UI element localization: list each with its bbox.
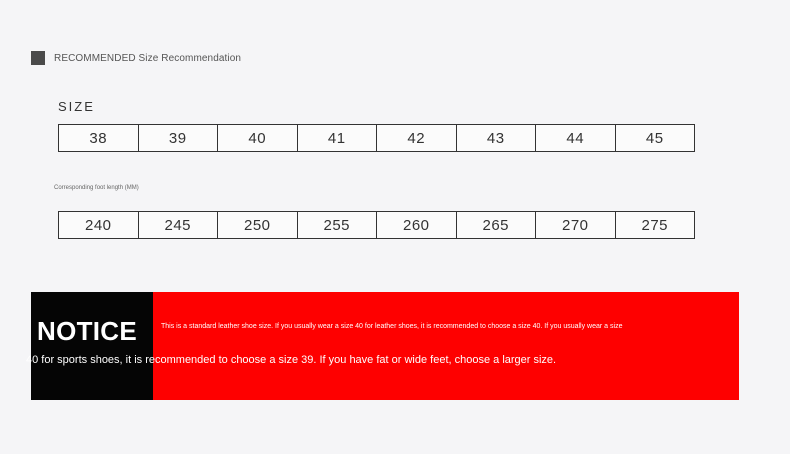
size-label: SIZE [58, 99, 95, 114]
size-cell: 44 [536, 125, 616, 151]
size-cell: 42 [377, 125, 457, 151]
notice-title: NOTICE [37, 316, 138, 346]
size-cell: 39 [139, 125, 219, 151]
size-cell: 45 [645, 129, 664, 147]
foot-length-cell: 250 [218, 212, 298, 238]
foot-length-cell: 265 [457, 212, 537, 238]
foot-length-cell: 260 [377, 212, 457, 238]
size-cell: 40 [218, 125, 298, 151]
section-header [31, 51, 241, 65]
foot-length-label: Corresponding foot length (MM) [54, 185, 139, 191]
foot-length-table-row [58, 211, 695, 239]
size-table-row [58, 124, 695, 152]
foot-length-cell: 240 [59, 212, 139, 238]
size-cell: 38 [59, 125, 139, 151]
foot-length-cell: 275 [641, 216, 669, 234]
section-title: RECOMMENDED Size Recommendation [54, 52, 242, 64]
size-cell: 41 [298, 125, 378, 151]
notice-banner [26, 292, 739, 400]
foot-length-cell: 255 [298, 212, 378, 238]
header-square-icon [31, 51, 45, 65]
foot-length-cell: 245 [139, 212, 219, 238]
size-cell: 43 [457, 125, 537, 151]
foot-length-cell: 270 [536, 212, 616, 238]
notice-text-line1: This is a standard leather shoe size. If you usually wear a size 40 for leather shoes, it is recommended to choose a size 40. If you usually wear a size [161, 323, 623, 330]
notice-text-line2: 40 for sports shoes, it is recommended to choose a size 39. If you have fat or wide feet, choose a larger size. [26, 354, 557, 366]
